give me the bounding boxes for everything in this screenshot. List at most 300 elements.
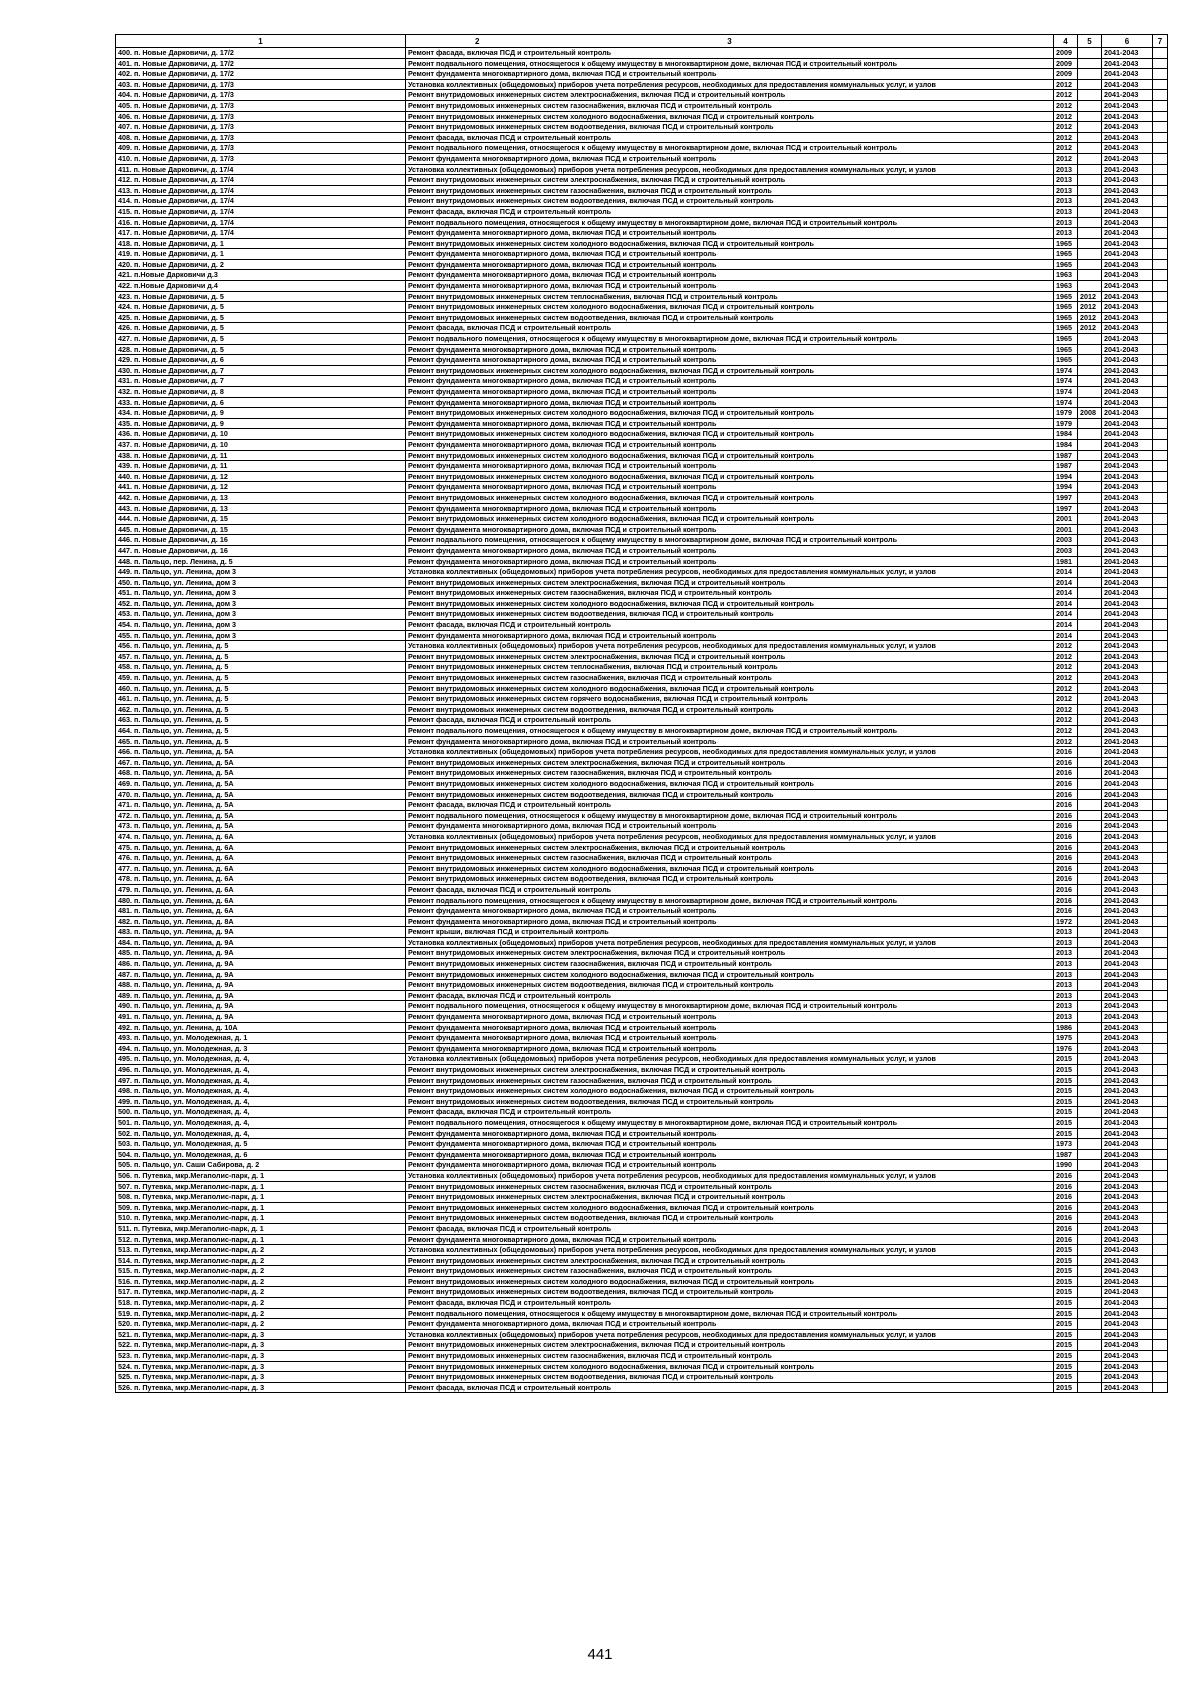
planned-period-cell: 2041-2043 [1102,164,1153,175]
work-type-cell: Ремонт фундамента многоквартирного дома, включая ПСД и строительный контроль [406,1139,1054,1150]
year-built-cell: 2013 [1054,175,1078,186]
last-repair-cell [1078,492,1102,503]
work-type-cell: Ремонт внутридомовых инженерных систем водоотведения, включая ПСД и строительный контроль [406,874,1054,885]
work-type-cell: Ремонт фундамента многоквартирного дома, включая ПСД и строительный контроль [406,153,1054,164]
last-repair-cell [1078,418,1102,429]
address-cell: 492. п. Пальцо, ул. Ленина, д. 10А [116,1022,406,1033]
address-cell: 519. п. Путевка, мкр.Мегаполис-парк, д. 2 [116,1308,406,1319]
table-row [116,1202,1168,1213]
col7-cell [1153,238,1168,249]
planned-period-cell: 2041-2043 [1102,196,1153,207]
last-repair-cell [1078,334,1102,345]
table-row [116,683,1168,694]
last-repair-cell [1078,1012,1102,1023]
address-cell: 427. п. Новые Дарковичи, д. 5 [116,334,406,345]
planned-period-cell: 2041-2043 [1102,842,1153,853]
table-row [116,1372,1168,1383]
col-header-3 [406,35,1054,48]
table-row [116,1022,1168,1033]
col7-cell [1153,1319,1168,1330]
col7-cell [1153,1170,1168,1181]
work-type-cell: Ремонт фундамента многоквартирного дома, включая ПСД и строительный контроль [406,355,1054,366]
year-built-cell: 2016 [1054,1234,1078,1245]
table-row [116,959,1168,970]
table-row [116,450,1168,461]
table-row [116,122,1168,133]
planned-period-cell: 2041-2043 [1102,132,1153,143]
planned-period-cell: 2041-2043 [1102,429,1153,440]
table-row [116,620,1168,631]
year-built-cell: 2016 [1054,1223,1078,1234]
last-repair-cell [1078,164,1102,175]
table-row [116,736,1168,747]
planned-period-cell: 2041-2043 [1102,323,1153,334]
table-row [116,1012,1168,1023]
work-type-cell: Ремонт подвального помещения, относящегося к общему имуществу в многоквартирном доме, включая ПСД и строительный контроль [406,535,1054,546]
last-repair-cell [1078,1319,1102,1330]
address-cell: 448. п. Пальцо, пер. Ленина, д. 5 [116,556,406,567]
work-type-cell: Ремонт фундамента многоквартирного дома, включая ПСД и строительный контроль [406,503,1054,514]
work-type-cell: Ремонт фундамента многоквартирного дома, включая ПСД и строительный контроль [406,69,1054,80]
year-built-cell: 2016 [1054,831,1078,842]
col7-cell [1153,1255,1168,1266]
table-row [116,1351,1168,1362]
work-type-cell: Установка коллективных (общедомовых) приборов учета потребления ресурсов, необходимых для предоставления коммунальных услуг, и узлов [406,1054,1054,1065]
address-cell: 446. п. Новые Дарковичи, д. 16 [116,535,406,546]
table-row [116,69,1168,80]
address-cell: 470. п. Пальцо, ул. Ленина, д. 5А [116,789,406,800]
year-built-cell: 2012 [1054,683,1078,694]
last-repair-cell [1078,1054,1102,1065]
work-type-cell: Ремонт фундамента многоквартирного дома, включая ПСД и строительный контроль [406,461,1054,472]
planned-period-cell: 2041-2043 [1102,100,1153,111]
last-repair-cell [1078,757,1102,768]
planned-period-cell: 2041-2043 [1102,757,1153,768]
planned-period-cell: 2041-2043 [1102,1033,1153,1044]
work-type-cell: Ремонт внутридомовых инженерных систем газоснабжения, включая ПСД и строительный контроль [406,1075,1054,1086]
address-cell: 420. п. Новые Дарковичи, д. 2 [116,259,406,270]
table-row [116,1308,1168,1319]
last-repair-cell [1078,948,1102,959]
work-type-cell: Ремонт внутридомовых инженерных систем холодного водоснабжения, включая ПСД и строительный контроль [406,429,1054,440]
planned-period-cell: 2041-2043 [1102,270,1153,281]
last-repair-cell [1078,503,1102,514]
last-repair-cell [1078,577,1102,588]
year-built-cell: 2015 [1054,1308,1078,1319]
col7-cell [1153,429,1168,440]
table-row [116,418,1168,429]
last-repair-cell [1078,916,1102,927]
last-repair-cell: 2008 [1078,408,1102,419]
col7-cell [1153,143,1168,154]
address-cell: 507. п. Путевка, мкр.Мегаполис-парк, д. 1 [116,1181,406,1192]
work-type-cell: Ремонт фундамента многоквартирного дома, включая ПСД и строительный контроль [406,439,1054,450]
work-type-cell: Ремонт фундамента многоквартирного дома, включая ПСД и строительный контроль [406,630,1054,641]
year-built-cell: 1987 [1054,461,1078,472]
work-type-cell: Ремонт внутридомовых инженерных систем водоотведения, включая ПСД и строительный контроль [406,704,1054,715]
address-cell: 524. п. Путевка, мкр.Мегаполис-парк, д. 3 [116,1361,406,1372]
col7-cell [1153,450,1168,461]
planned-period-cell: 2041-2043 [1102,1117,1153,1128]
col7-cell [1153,228,1168,239]
address-cell: 413. п. Новые Дарковичи, д. 17/4 [116,185,406,196]
work-type-cell: Ремонт фундамента многоквартирного дома, включая ПСД и строительный контроль [406,418,1054,429]
planned-period-cell: 2041-2043 [1102,916,1153,927]
last-repair-cell [1078,48,1102,59]
planned-period-cell: 2041-2043 [1102,969,1153,980]
work-type-cell: Ремонт фасада, включая ПСД и строительный контроль [406,1223,1054,1234]
year-built-cell: 2012 [1054,132,1078,143]
year-built-cell: 2009 [1054,69,1078,80]
address-cell: 501. п. Пальцо, ул. Молодежная, д. 4, [116,1117,406,1128]
work-type-cell: Ремонт фасада, включая ПСД и строительный контроль [406,132,1054,143]
address-cell: 495. п. Пальцо, ул. Молодежная, д. 4, [116,1054,406,1065]
planned-period-cell: 2041-2043 [1102,556,1153,567]
year-built-cell: 2015 [1054,1054,1078,1065]
last-repair-cell [1078,1266,1102,1277]
table-row [116,969,1168,980]
planned-period-cell: 2041-2043 [1102,863,1153,874]
planned-period-cell: 2041-2043 [1102,906,1153,917]
last-repair-cell [1078,100,1102,111]
last-repair-cell [1078,980,1102,991]
col7-cell [1153,58,1168,69]
table-row [116,249,1168,260]
planned-period-cell: 2041-2043 [1102,1372,1153,1383]
planned-period-cell: 2041-2043 [1102,895,1153,906]
last-repair-cell [1078,397,1102,408]
last-repair-cell [1078,1086,1102,1097]
address-cell: 465. п. Пальцо, ул. Ленина, д. 5 [116,736,406,747]
table-row [116,48,1168,59]
planned-period-cell: 2041-2043 [1102,1223,1153,1234]
work-type-cell: Установка коллективных (общедомовых) приборов учета потребления ресурсов, необходимых для предоставления коммунальных услуг, и узлов [406,937,1054,948]
last-repair-cell [1078,598,1102,609]
work-type-cell: Ремонт фундамента многоквартирного дома, включая ПСД и строительный контроль [406,524,1054,535]
work-type-cell: Ремонт внутридомовых инженерных систем теплоснабжения, включая ПСД и строительный контроль [406,291,1054,302]
col7-cell [1153,598,1168,609]
planned-period-cell: 2041-2043 [1102,1202,1153,1213]
address-cell: 509. п. Путевка, мкр.Мегаполис-парк, д. 1 [116,1202,406,1213]
col7-cell [1153,1223,1168,1234]
year-built-cell: 1981 [1054,556,1078,567]
col7-cell [1153,1276,1168,1287]
year-built-cell: 1997 [1054,492,1078,503]
planned-period-cell: 2041-2043 [1102,1192,1153,1203]
year-built-cell: 1984 [1054,429,1078,440]
address-cell: 506. п. Путевка, мкр.Мегаполис-парк, д. 1 [116,1170,406,1181]
last-repair-cell [1078,122,1102,133]
col7-cell [1153,609,1168,620]
last-repair-cell [1078,1287,1102,1298]
year-built-cell: 2015 [1054,1351,1078,1362]
work-type-cell: Ремонт внутридомовых инженерных систем газоснабжения, включая ПСД и строительный контроль [406,1181,1054,1192]
table-row [116,598,1168,609]
address-cell: 489. п. Пальцо, ул. Ленина, д. 9А [116,990,406,1001]
work-type-cell: Установка коллективных (общедомовых) приборов учета потребления ресурсов, необходимых для предоставления коммунальных услуг, и узлов [406,747,1054,758]
address-cell: 449. п. Пальцо, ул. Ленина, дом 3 [116,567,406,578]
year-built-cell: 2014 [1054,567,1078,578]
work-type-cell: Ремонт внутридомовых инженерных систем газоснабжения, включая ПСД и строительный контроль [406,768,1054,779]
col7-cell [1153,789,1168,800]
planned-period-cell: 2041-2043 [1102,1001,1153,1012]
table-row [116,524,1168,535]
address-cell: 523. п. Путевка, мкр.Мегаполис-парк, д. 3 [116,1351,406,1362]
col7-cell [1153,545,1168,556]
planned-period-cell: 2041-2043 [1102,1096,1153,1107]
year-built-cell: 1972 [1054,916,1078,927]
table-row [116,365,1168,376]
col7-cell [1153,79,1168,90]
address-cell: 502. п. Пальцо, ул. Молодежная, д. 4, [116,1128,406,1139]
last-repair-cell [1078,365,1102,376]
planned-period-cell: 2041-2043 [1102,291,1153,302]
col7-cell [1153,471,1168,482]
planned-period-cell: 2041-2043 [1102,175,1153,186]
col7-cell [1153,842,1168,853]
work-type-cell: Ремонт фундамента многоквартирного дома, включая ПСД и строительный контроль [406,281,1054,292]
table-row [116,302,1168,313]
table-row [116,503,1168,514]
table-row [116,323,1168,334]
year-built-cell: 2014 [1054,598,1078,609]
year-built-cell: 2014 [1054,630,1078,641]
col7-cell [1153,651,1168,662]
year-built-cell: 2013 [1054,1001,1078,1012]
last-repair-cell: 2012 [1078,323,1102,334]
planned-period-cell: 2041-2043 [1102,598,1153,609]
table-row [116,1223,1168,1234]
planned-period-cell: 2041-2043 [1102,1255,1153,1266]
col7-cell [1153,397,1168,408]
planned-period-cell: 2041-2043 [1102,111,1153,122]
year-built-cell: 1973 [1054,1139,1078,1150]
address-cell: 498. п. Пальцо, ул. Молодежная, д. 4, [116,1086,406,1097]
col7-cell [1153,588,1168,599]
col7-cell [1153,1086,1168,1097]
table-row [116,1043,1168,1054]
address-cell: 419. п. Новые Дарковичи, д. 1 [116,249,406,260]
year-built-cell: 2015 [1054,1245,1078,1256]
last-repair-cell [1078,1351,1102,1362]
address-cell: 526. п. Путевка, мкр.Мегаполис-парк, д. 3 [116,1382,406,1393]
address-cell: 410. п. Новые Дарковичи, д. 17/3 [116,153,406,164]
year-built-cell: 2013 [1054,228,1078,239]
work-type-cell: Ремонт фундамента многоквартирного дома, включая ПСД и строительный контроль [406,906,1054,917]
address-cell: 462. п. Пальцо, ул. Ленина, д. 5 [116,704,406,715]
work-type-cell: Ремонт внутридомовых инженерных систем водоотведения, включая ПСД и строительный контроль [406,1287,1054,1298]
col7-cell [1153,153,1168,164]
year-built-cell: 2014 [1054,577,1078,588]
planned-period-cell: 2041-2043 [1102,937,1153,948]
planned-period-cell: 2041-2043 [1102,1276,1153,1287]
work-type-cell: Ремонт фасада, включая ПСД и строительный контроль [406,800,1054,811]
work-type-cell: Ремонт фундамента многоквартирного дома, включая ПСД и строительный контроль [406,1022,1054,1033]
table-row [116,492,1168,503]
year-built-cell: 2013 [1054,927,1078,938]
work-type-cell: Ремонт внутридомовых инженерных систем холодного водоснабжения, включая ПСД и строительный контроль [406,778,1054,789]
table-row [116,1181,1168,1192]
table-row [116,1170,1168,1181]
work-type-cell: Ремонт подвального помещения, относящегося к общему имуществу в многоквартирном доме, включая ПСД и строительный контроль [406,726,1054,737]
year-built-cell: 2015 [1054,1319,1078,1330]
last-repair-cell [1078,461,1102,472]
table-row [116,545,1168,556]
table-row [116,1255,1168,1266]
col7-cell [1153,1160,1168,1171]
table-row [116,408,1168,419]
last-repair-cell [1078,651,1102,662]
year-built-cell: 2012 [1054,726,1078,737]
work-type-cell: Ремонт внутридомовых инженерных систем электроснабжения, включая ПСД и строительный контроль [406,175,1054,186]
last-repair-cell [1078,937,1102,948]
address-cell: 469. п. Пальцо, ул. Ленина, д. 5А [116,778,406,789]
table-row [116,206,1168,217]
col-header-7: 7 [1153,35,1168,48]
year-built-cell: 1965 [1054,291,1078,302]
year-built-cell: 1997 [1054,503,1078,514]
table-row [116,1160,1168,1171]
work-type-cell: Ремонт внутридомовых инженерных систем холодного водоснабжения, включая ПСД и строительный контроль [406,365,1054,376]
last-repair-cell [1078,545,1102,556]
table-row [116,768,1168,779]
table-row [116,1139,1168,1150]
table-row [116,810,1168,821]
year-built-cell: 1965 [1054,238,1078,249]
address-cell: 499. п. Пальцо, ул. Молодежная, д. 4, [116,1096,406,1107]
page-number: 441 [587,1646,613,1663]
year-built-cell: 2016 [1054,895,1078,906]
year-built-cell: 2003 [1054,535,1078,546]
year-built-cell: 2013 [1054,1012,1078,1023]
address-cell: 418. п. Новые Дарковичи, д. 1 [116,238,406,249]
year-built-cell: 2015 [1054,1107,1078,1118]
last-repair-cell [1078,863,1102,874]
col7-cell [1153,249,1168,260]
col7-cell [1153,196,1168,207]
year-built-cell: 2016 [1054,800,1078,811]
address-cell: 525. п. Путевка, мкр.Мегаполис-парк, д. 3 [116,1372,406,1383]
last-repair-cell [1078,1340,1102,1351]
address-cell: 450. п. Пальцо, ул. Ленина, дом 3 [116,577,406,588]
last-repair-cell [1078,1255,1102,1266]
table-row [116,387,1168,398]
col7-cell [1153,1065,1168,1076]
year-built-cell: 1976 [1054,1043,1078,1054]
last-repair-cell [1078,196,1102,207]
year-built-cell: 2014 [1054,620,1078,631]
address-cell: 409. п. Новые Дарковичи, д. 17/3 [116,143,406,154]
work-type-cell: Установка коллективных (общедомовых) приборов учета потребления ресурсов, необходимых для предоставления коммунальных услуг, и узлов [406,1329,1054,1340]
planned-period-cell: 2041-2043 [1102,1149,1153,1160]
col7-cell [1153,1202,1168,1213]
col7-cell [1153,726,1168,737]
work-type-cell: Ремонт внутридомовых инженерных систем водоотведения, включая ПСД и строительный контроль [406,980,1054,991]
year-built-cell: 1979 [1054,408,1078,419]
col7-cell [1153,270,1168,281]
col7-cell [1153,937,1168,948]
planned-period-cell: 2041-2043 [1102,651,1153,662]
col7-cell [1153,524,1168,535]
address-cell: 512. п. Путевка, мкр.Мегаполис-парк, д. 1 [116,1234,406,1245]
address-cell: 421. п.Новые Дарковичи д.3 [116,270,406,281]
work-type-cell: Ремонт внутридомовых инженерных систем электроснабжения, включая ПСД и строительный контроль [406,651,1054,662]
last-repair-cell [1078,556,1102,567]
col7-cell [1153,1351,1168,1362]
col-header-3-label: 3 [727,36,732,46]
last-repair-cell [1078,1096,1102,1107]
col7-cell [1153,673,1168,684]
address-cell: 425. п. Новые Дарковичи, д. 5 [116,312,406,323]
table-row [116,196,1168,207]
work-type-cell: Ремонт внутридомовых инженерных систем газоснабжения, включая ПСД и строительный контроль [406,1266,1054,1277]
address-cell: 433. п. Новые Дарковичи, д. 6 [116,397,406,408]
planned-period-cell: 2041-2043 [1102,461,1153,472]
table-row [116,461,1168,472]
address-cell: 475. п. Пальцо, ул. Ленина, д. 6А [116,842,406,853]
work-type-cell: Ремонт фундамента многоквартирного дома, включая ПСД и строительный контроль [406,1033,1054,1044]
year-built-cell: 1963 [1054,281,1078,292]
last-repair-cell [1078,1308,1102,1319]
work-type-cell: Ремонт внутридомовых инженерных систем электроснабжения, включая ПСД и строительный контроль [406,948,1054,959]
work-type-cell: Ремонт внутридомовых инженерных систем холодного водоснабжения, включая ПСД и строительный контроль [406,492,1054,503]
work-type-cell: Ремонт фундамента многоквартирного дома, включая ПСД и строительный контроль [406,1012,1054,1023]
col7-cell [1153,1308,1168,1319]
year-built-cell: 2015 [1054,1065,1078,1076]
last-repair-cell [1078,726,1102,737]
col7-cell [1153,1022,1168,1033]
year-built-cell: 2016 [1054,1192,1078,1203]
table-row [116,535,1168,546]
col7-cell [1153,906,1168,917]
year-built-cell: 2012 [1054,641,1078,652]
col7-cell [1153,1298,1168,1309]
last-repair-cell [1078,1202,1102,1213]
table-row [116,429,1168,440]
address-cell: 490. п. Пальцо, ул. Ленина, д. 9А [116,1001,406,1012]
planned-period-cell: 2041-2043 [1102,567,1153,578]
year-built-cell: 1965 [1054,249,1078,260]
last-repair-cell [1078,1075,1102,1086]
last-repair-cell [1078,1128,1102,1139]
last-repair-cell: 2012 [1078,291,1102,302]
address-cell: 457. п. Пальцо, ул. Ленина, д. 5 [116,651,406,662]
address-cell: 460. п. Пальцо, ул. Ленина, д. 5 [116,683,406,694]
col7-cell [1153,1181,1168,1192]
col7-cell [1153,439,1168,450]
planned-period-cell: 2041-2043 [1102,683,1153,694]
address-cell: 424. п. Новые Дарковичи, д. 5 [116,302,406,313]
year-built-cell: 2016 [1054,747,1078,758]
address-cell: 485. п. Пальцо, ул. Ленина, д. 9А [116,948,406,959]
table-row [116,821,1168,832]
address-cell: 415. п. Новые Дарковичи, д. 17/4 [116,206,406,217]
year-built-cell: 2016 [1054,906,1078,917]
table-row [116,1128,1168,1139]
table-row [116,556,1168,567]
address-cell: 511. п. Путевка, мкр.Мегаполис-парк, д. 1 [116,1223,406,1234]
address-cell: 486. п. Пальцо, ул. Ленина, д. 9А [116,959,406,970]
col7-cell [1153,1287,1168,1298]
work-type-cell: Ремонт подвального помещения, относящегося к общему имуществу в многоквартирном доме, включая ПСД и строительный контроль [406,1117,1054,1128]
table-row [116,1276,1168,1287]
table-row [116,1001,1168,1012]
work-type-cell: Ремонт внутридомовых инженерных систем холодного водоснабжения, включая ПСД и строительный контроль [406,238,1054,249]
last-repair-cell [1078,704,1102,715]
planned-period-cell: 2041-2043 [1102,1298,1153,1309]
work-type-cell: Установка коллективных (общедомовых) приборов учета потребления ресурсов, необходимых для предоставления коммунальных услуг, и узлов [406,164,1054,175]
last-repair-cell [1078,153,1102,164]
